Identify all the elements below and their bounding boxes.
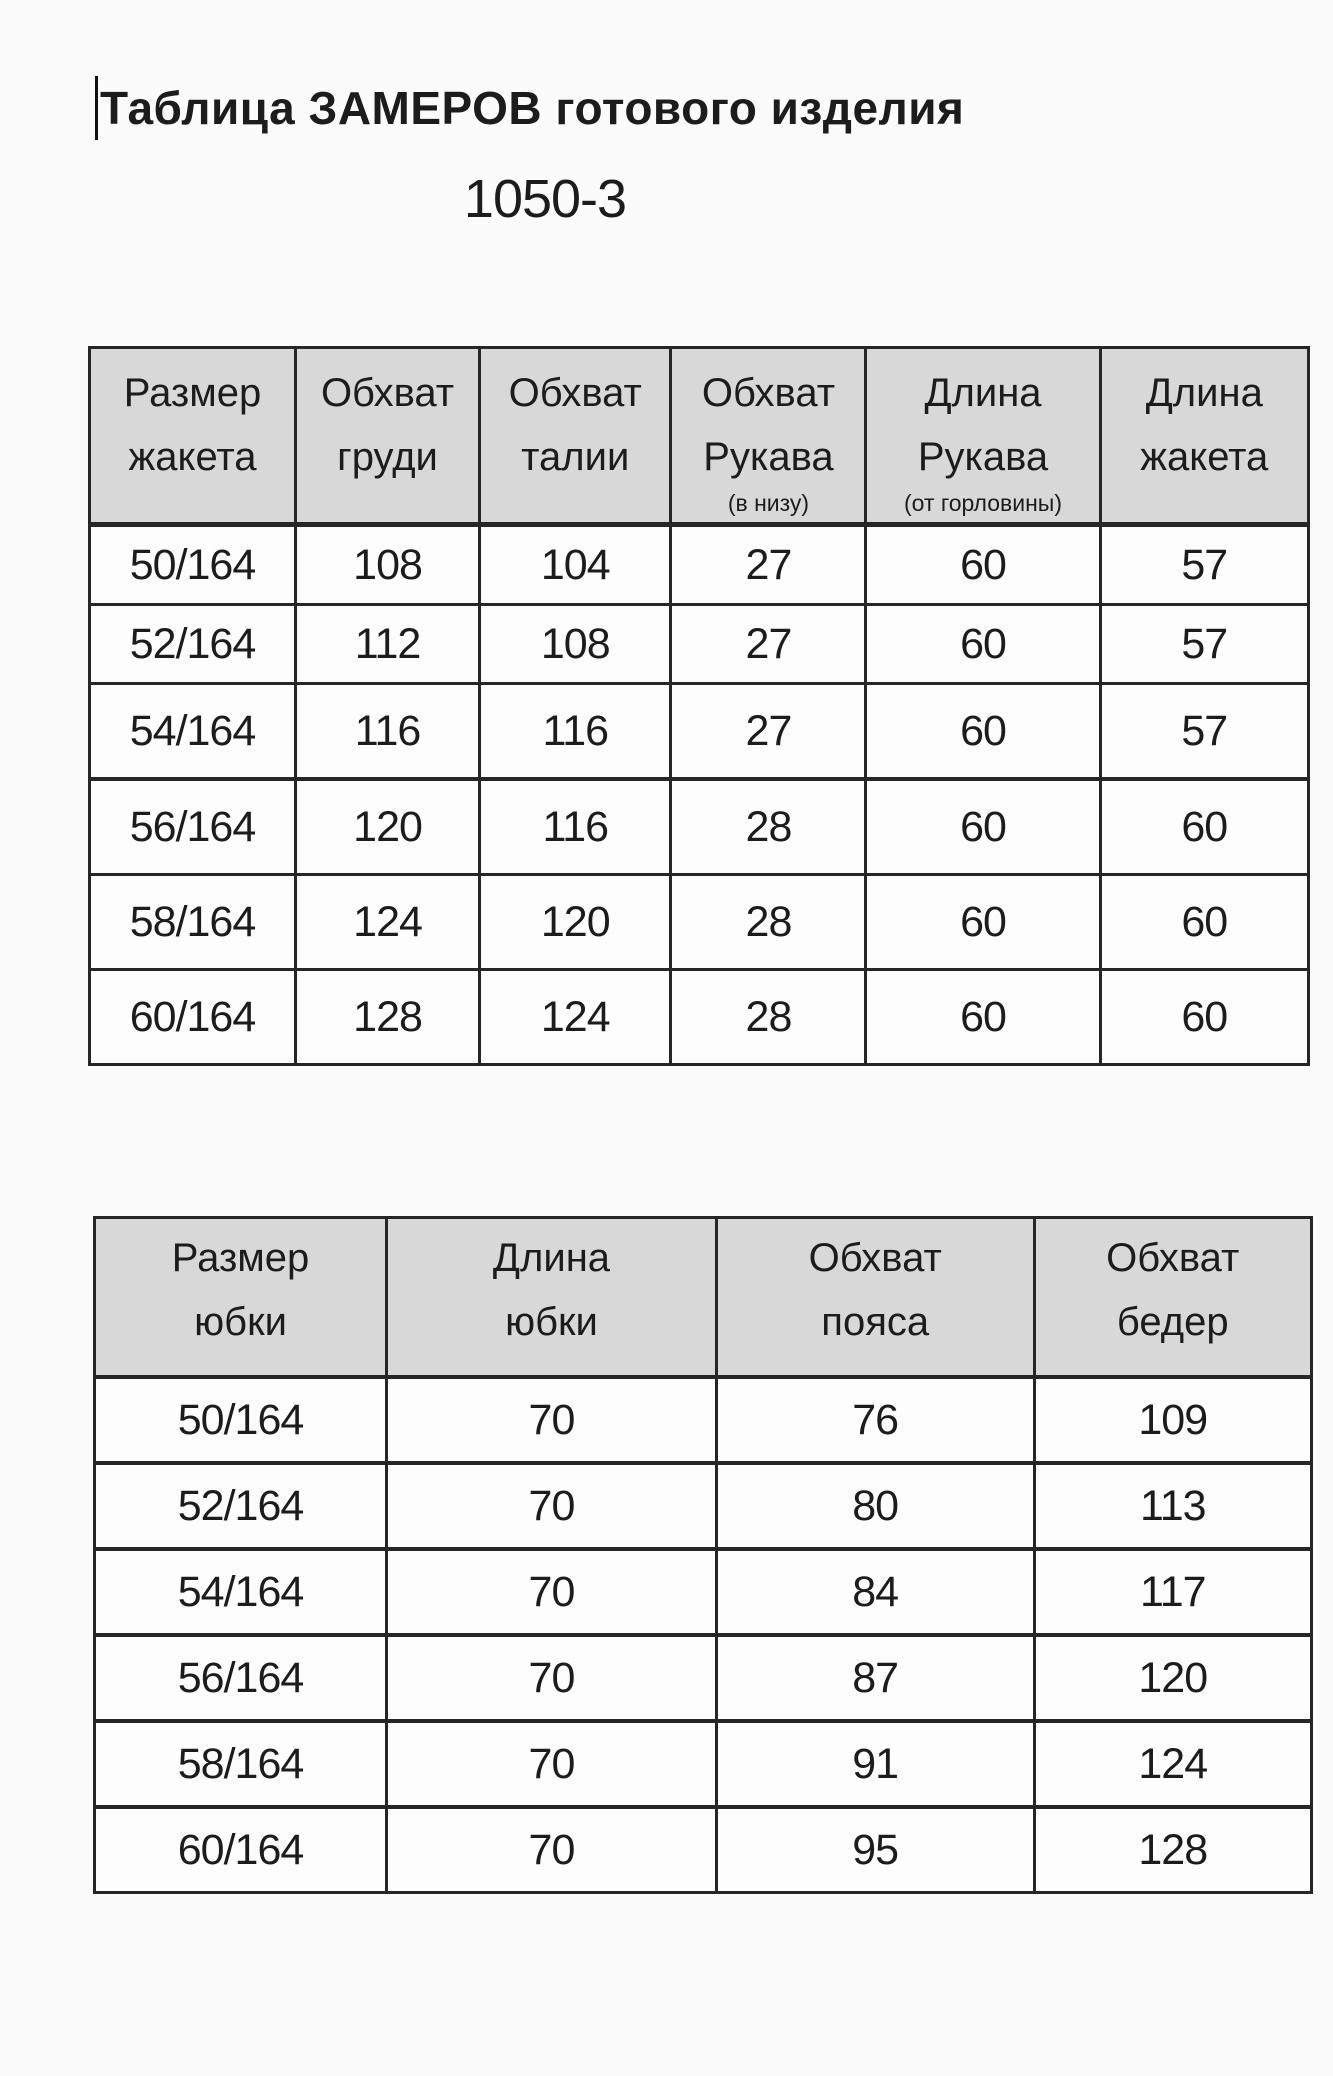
- table-cell: 50/164: [95, 1377, 387, 1463]
- column-header-belt: [716, 1218, 1034, 1378]
- column-header-hips: [1034, 1218, 1312, 1378]
- table-row: [95, 1635, 1312, 1721]
- header-line: пояса: [821, 1300, 930, 1344]
- header-line: талии: [521, 435, 630, 479]
- table-cell: 80: [716, 1463, 1034, 1549]
- table-cell: 57: [1100, 684, 1308, 780]
- header-note: (в низу): [727, 490, 810, 516]
- table-row: [90, 605, 1309, 684]
- table-cell: 57: [1100, 525, 1308, 605]
- header-line: Рукава: [703, 435, 834, 479]
- table-cell: 60/164: [95, 1807, 387, 1893]
- table-cell: 27: [671, 525, 866, 605]
- jacket-header-row: [90, 348, 1309, 525]
- table-cell: 128: [296, 970, 480, 1065]
- table-row: [90, 970, 1309, 1065]
- table-cell: 95: [716, 1807, 1034, 1893]
- table-cell: 60: [866, 525, 1100, 605]
- header-line: жакета: [128, 435, 257, 479]
- table-cell: 28: [671, 779, 866, 875]
- table-row: [90, 779, 1309, 875]
- table-cell: 60: [866, 875, 1100, 970]
- table-cell: 54/164: [95, 1549, 387, 1635]
- table-cell: 108: [296, 525, 480, 605]
- table-row: [90, 525, 1309, 605]
- table-cell: 120: [1034, 1635, 1312, 1721]
- header-line: Длина: [1145, 371, 1263, 415]
- table-cell: 128: [1034, 1807, 1312, 1893]
- model-number: 1050-3: [463, 169, 627, 229]
- table-row: [90, 684, 1309, 780]
- header-line: Обхват: [808, 1236, 942, 1280]
- table-cell: 76: [716, 1377, 1034, 1463]
- column-header-chest: [296, 348, 480, 525]
- table-cell: 60/164: [90, 970, 296, 1065]
- table-cell: 70: [387, 1635, 717, 1721]
- table-row: [90, 875, 1309, 970]
- table-cell: 70: [387, 1549, 717, 1635]
- skirt-header-row: [95, 1218, 1312, 1378]
- column-header-jacket-length: [1100, 348, 1308, 525]
- header-note: (от горловины): [904, 490, 1062, 516]
- header-line: Обхват: [508, 371, 642, 415]
- table-cell: 117: [1034, 1549, 1312, 1635]
- header-line: юбки: [505, 1300, 598, 1344]
- document-header: [95, 76, 1333, 140]
- jacket-measurements-table: [88, 346, 1310, 1066]
- table-cell: 54/164: [90, 684, 296, 780]
- column-header-sleeve-girth: [671, 348, 866, 525]
- column-header-skirt-length: [387, 1218, 717, 1378]
- table-cell: 52/164: [90, 605, 296, 684]
- header-line: груди: [337, 435, 438, 479]
- table-row: [95, 1721, 1312, 1807]
- table-cell: 70: [387, 1807, 717, 1893]
- text-cursor: [95, 76, 98, 140]
- table-cell: 60: [1100, 779, 1308, 875]
- header-line: Размер: [123, 371, 262, 415]
- table-cell: 56/164: [95, 1635, 387, 1721]
- skirt-measurements-table: [93, 1216, 1313, 1894]
- table-cell: 58/164: [95, 1721, 387, 1807]
- column-header-sleeve-length: [866, 348, 1100, 525]
- header-line: юбки: [194, 1300, 287, 1344]
- table-cell: 112: [296, 605, 480, 684]
- header-line: жакета: [1140, 435, 1269, 479]
- table-cell: 116: [480, 779, 671, 875]
- column-header-skirt-size: [95, 1218, 387, 1378]
- table-cell: 60: [866, 779, 1100, 875]
- table-cell: 56/164: [90, 779, 296, 875]
- table-cell: 52/164: [95, 1463, 387, 1549]
- table-cell: 60: [866, 970, 1100, 1065]
- table-cell: 124: [1034, 1721, 1312, 1807]
- table-cell: 58/164: [90, 875, 296, 970]
- table-cell: 50/164: [90, 525, 296, 605]
- header-line: Длина: [924, 371, 1042, 415]
- header-line: Длина: [492, 1236, 611, 1280]
- column-header-waist: [480, 348, 671, 525]
- table-cell: 60: [1100, 875, 1308, 970]
- table-row: [95, 1463, 1312, 1549]
- table-cell: 116: [480, 684, 671, 780]
- table-cell: 120: [480, 875, 671, 970]
- table-cell: 28: [671, 875, 866, 970]
- table-cell: 109: [1034, 1377, 1312, 1463]
- column-header-jacket-size: [90, 348, 296, 525]
- header-line: бедер: [1116, 1300, 1229, 1344]
- table-cell: 124: [480, 970, 671, 1065]
- table-cell: 87: [716, 1635, 1034, 1721]
- table-cell: 70: [387, 1463, 717, 1549]
- table-cell: 120: [296, 779, 480, 875]
- table-row: [95, 1377, 1312, 1463]
- table-row: [95, 1807, 1312, 1893]
- table-cell: 124: [296, 875, 480, 970]
- table-cell: 70: [387, 1377, 717, 1463]
- table-cell: 60: [1100, 970, 1308, 1065]
- table-cell: 84: [716, 1549, 1034, 1635]
- header-line: Размер: [171, 1236, 310, 1280]
- table-cell: 113: [1034, 1463, 1312, 1549]
- table-cell: 104: [480, 525, 671, 605]
- table-cell: 60: [866, 605, 1100, 684]
- page-title: Таблица ЗАМЕРОВ готового изделия: [100, 82, 965, 134]
- header-line: Обхват: [701, 371, 836, 415]
- table-cell: 91: [716, 1721, 1034, 1807]
- table-cell: 70: [387, 1721, 717, 1807]
- table-cell: 28: [671, 970, 866, 1065]
- table-cell: 108: [480, 605, 671, 684]
- header-line: Обхват: [320, 371, 455, 415]
- table-row: [95, 1549, 1312, 1635]
- table-cell: 57: [1100, 605, 1308, 684]
- table-cell: 27: [671, 605, 866, 684]
- table-cell: 60: [866, 684, 1100, 780]
- header-line: Рукава: [917, 435, 1049, 479]
- header-line: Обхват: [1106, 1236, 1240, 1280]
- table-cell: 27: [671, 684, 866, 780]
- table-cell: 116: [296, 684, 480, 780]
